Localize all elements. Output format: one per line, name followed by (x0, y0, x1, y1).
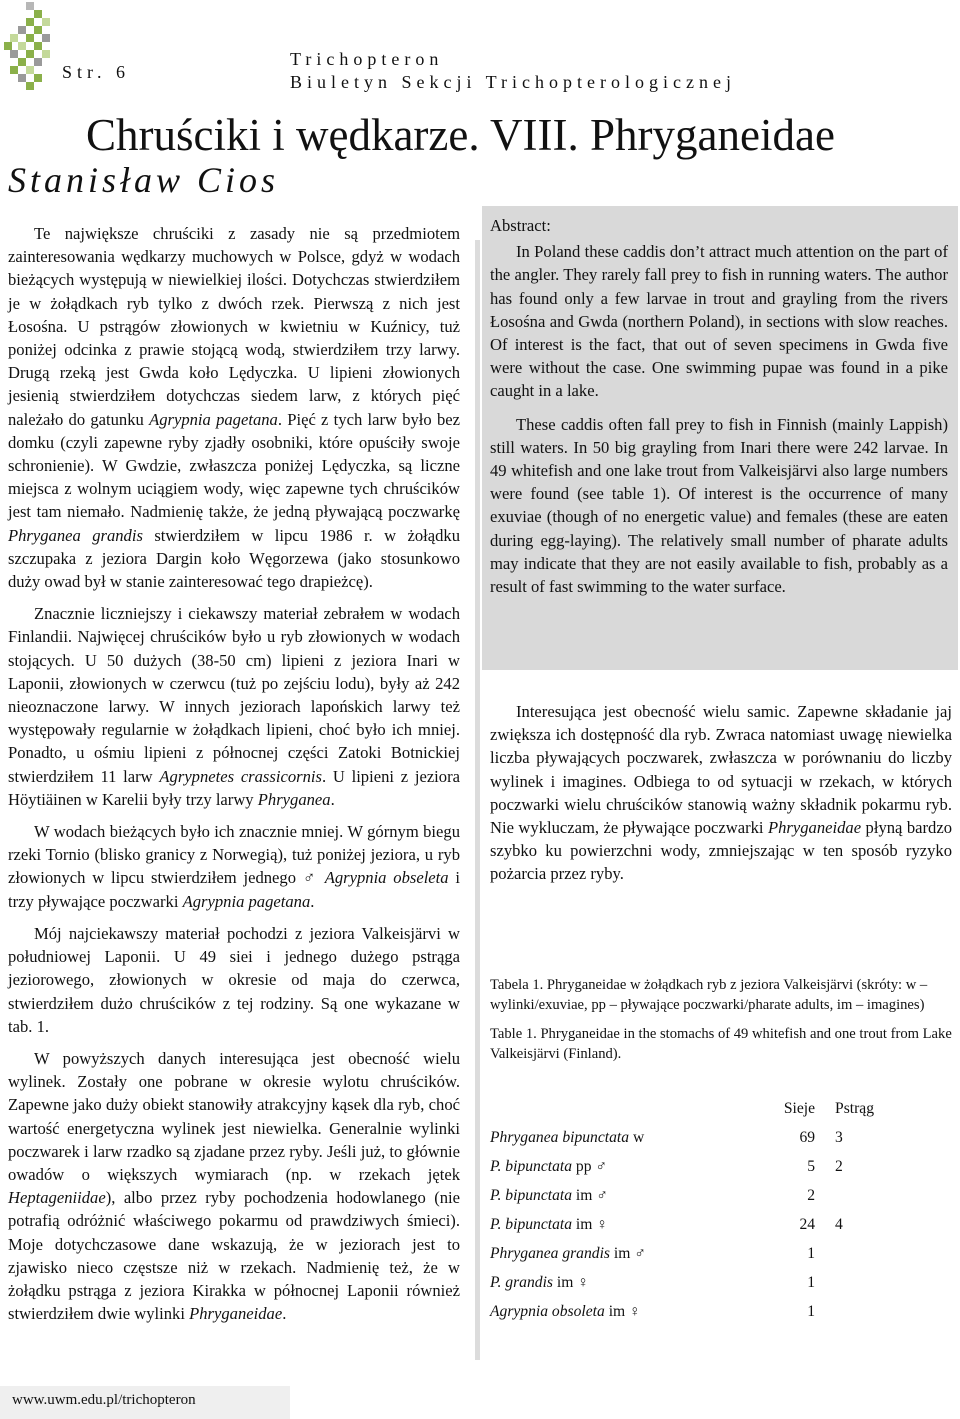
pstrag-value: 4 (835, 1215, 843, 1233)
footer-url-link[interactable]: www.uwm.edu.pl/trichopteron (12, 1392, 196, 1408)
pstrag-value (815, 1268, 950, 1297)
table-caption (490, 975, 952, 1073)
taxon-name: Phryganea bipunctata (490, 1128, 630, 1146)
pstrag-value (815, 1181, 950, 1210)
left-paragraph-5: W powyższych danych interesująca jest obecność wielu wylinek. Zostały one pobrane w okresie wylotu chruścików. Zapewne jako duży obiekt stanowiły atrakcyjny kąsek dla ryb, choć wartość energetyczna wylinek jest niewielka. Generalnie wylinki poczwarek i larw rzadko są zjadane przez ryby. Jeśli już, to głównie owadów o większych wymiarach (np. w rzekach jętek Heptageniidae), albo przez ryby pochodzenia hodowlanego (nie potrafią odróżnić właściwego pokarmu od prawdziwych śmieci). Moje dotychczasowe dane wskazują, że w jeziorach jest to zjawisko nieco częstsze niż w rzekach. Nadmienię też, że w żołądku pstrąga z jeziora Kirakka w północnej Laponii również stwierdziłem dwie wylinki Phryganeidae. (8, 1048, 460, 1324)
header-sieje: Sieje (783, 1099, 816, 1117)
left-paragraph-3: W wodach bieżących było ich znacznie mniej. W górnym biegu rzeki Tornio (blisko granicy z Norwegią), tuż poniżej jeziora, u ryb złowionych w lipcu stwierdziłem jednego ♂ Agrypnia obseleta i trzy pływające poczwarki Agrypnia pagetana. (8, 822, 460, 911)
stage: w (632, 1128, 645, 1146)
stage: im ♂ (613, 1244, 646, 1262)
pstrag-value: 3 (835, 1128, 843, 1146)
abstract-paragraph-2: These caddis often fall prey to fish in Finnish (mainly Lappish) still waters. In 50 big grayling from Inari there were 242 larvae. In 49 whitefish and one lake trout from Valkeisjärvi also large numbers were found (see table 1). Of interest is the occurrence of many exuviae (though of no energetic value) and females (these are eaten during egg-laying). The relatively small number of pharate adults may indicate that they are not easily available to fish, probably as a result of fast swimming to the water surface. (490, 414, 948, 597)
pstrag-value: 2 (835, 1157, 843, 1175)
taxon-name: P. bipunctata (490, 1215, 573, 1233)
table-row (490, 1297, 950, 1326)
abstract-paragraph-1: In Poland these caddis don’t attract much attention on the part of the angler. They rarely fall prey to fish in running waters. The author has found only a few larvae in trout and grayling from the rivers Łosośna and Gwda (northern Poland), in sections with slow reaches. Of interest is the fact, that out of seven specimens in Gwda five were without the case. One swimming pupae was found in a pike caught in a lake. (490, 242, 948, 401)
stage: im ♀ (608, 1302, 641, 1320)
taxon-name: P. grandis (490, 1273, 553, 1291)
right-paragraph: Interesująca jest obecność wielu samic. Zapewne składanie jaj zwiększa ich dostępność dla ryb. Zwraca natomiast uwagę niewielka liczba pływających poczwarek, zwłaszcza w porównaniu do liczby wylinek i imagines. Odbiega to od sytuacji w rzekach, w których poczwarki wielu chruścików stanowią ważny składnik pokarmu ryb. Nie wykluczam, że pływające poczwarki Phryganeidae płyną bardzo szybko ku powierzchni wody, zmniejszając w ten sposób ryzyko pożarcia przez ryby. (490, 702, 953, 884)
article-author: Stanisław Cios (8, 160, 280, 200)
right-column-text (490, 700, 952, 886)
footer-bar (0, 1386, 290, 1419)
trichopteron-logo (4, 2, 60, 94)
stage: im ♀ (556, 1273, 589, 1291)
sieje-value: 24 (799, 1215, 816, 1233)
sieje-value: 5 (807, 1157, 816, 1175)
sieje-value: 1 (807, 1273, 816, 1291)
taxon-name: P. bipunctata (490, 1157, 573, 1175)
sieje-value: 1 (807, 1244, 816, 1262)
pstrag-value (815, 1297, 950, 1326)
table-row (490, 1210, 950, 1239)
table-row (490, 1152, 950, 1181)
taxon-name: P. bipunctata (490, 1186, 573, 1204)
sieje-value: 69 (799, 1128, 816, 1146)
table-row (490, 1181, 950, 1210)
table-row (490, 1268, 950, 1297)
stage: im ♀ (575, 1215, 608, 1233)
abstract-heading: Abstract: (490, 216, 551, 235)
left-column (8, 222, 460, 1334)
abstract-box (482, 206, 958, 670)
stage: pp ♂ (575, 1157, 608, 1175)
article-title: Chruściki i wędkarze. VIII. Phryganeidae (86, 110, 835, 160)
table-caption-en: Table 1. Phryganeidae in the stomachs of 49 whitefish and one trout from Lake Valkeisjärvi (Finland). (490, 1026, 952, 1062)
taxon-name: Agrypnia obsoleta (490, 1302, 605, 1320)
table-caption-pl: Tabela 1. Phryganeidae w żołądkach ryb z jeziora Valkeisjärvi (skróty: w – wylinki/exuviae, pp – pływające poczwarki/pharate adults, im – imagines) (490, 977, 928, 1013)
left-paragraph-4: Mój najciekawszy materiał pochodzi z jeziora Valkeisjärvi w południowej Laponii. U 49 siei i jednego dużego pstrąga jeziorowego, złowionych w okresie od maja do czerwca, stwierdziłem dużo chruścików z tej rodziny. Są one wykazane w tab. 1. (8, 923, 460, 1036)
column-divider (475, 240, 480, 1360)
page-number: Str. 6 (62, 62, 131, 82)
taxon-name: Phryganea grandis (490, 1244, 610, 1262)
header-pstrag: Pstrąg (835, 1099, 875, 1117)
left-paragraph-1: Te największe chruściki z zasady nie są przedmiotem zainteresowania wędkarzy muchowych w Polsce, gdyż w wodach bieżących występują w niewielkiej ilości. Dotychczas stwierdziłem je w żołądkach ryb tylko z dwóch rzek. Pierwszą z nich jest Łosośna. U pstrągów złowionych w kwietniu w Kuźnicy, tuż poniżej odcinka z prawie stojącą wodą, stwierdziłem trzy larwy. Drugą rzeką jest Gwda koło Lędyczka. U lipieni złowionych jesienią stwierdziłem dotychczas siedem larw, z których pięć należało do gatunku Agrypnia pagetana. Pięć z tych larw było bez domku (czyli zapewne ryby zjadły osobniki, które opuściły swoje schronienie). W Gwdzie, zwłaszcza poniżej Lędyczka, są liczne miejsca z wolnym uciągiem wody, więc zapewne tych chruścików jest tam niemało. Nadmienię także, że jedną pływającą poczwarkę Phryganea grandis stwierdziłem w lipcu 1986 r. w żołądku szczupaka z jeziora Dargin koło Węgorzewa (jako stosunkowo duży owad był w stanie zainteresować tego drapieżcę). (8, 224, 460, 592)
bulletin-subtitle: Biuletyn Sekcji Trichopterologicznej (290, 72, 736, 92)
sieje-value: 1 (807, 1302, 816, 1320)
data-table (490, 1094, 950, 1326)
bulletin-header (290, 48, 736, 94)
pstrag-value (815, 1239, 950, 1268)
table-row (490, 1239, 950, 1268)
sieje-value: 2 (807, 1186, 816, 1204)
table-header-row (490, 1094, 950, 1123)
table-row (490, 1123, 950, 1152)
left-paragraph-2: Znacznie liczniejszy i ciekawszy materiał zebrałem w wodach Finlandii. Najwięcej chruścików było u ryb złowionych w wodach stojących. U 50 dużych (38-50 cm) lipieni z jeziora Inari w Laponii, złowionych w czerwcu (tuż po zejściu lodu), były aż 242 nieoznaczone larwy. W innych jeziorach lapońskich larwy też występowały regularnie w żołądkach lipieni, choć było ich mniej. Ponadto, u ośmiu lipieni z północnej części Zatoki Botnickiej stwierdziłem 11 larw Agrypnetes crassicornis. U lipieni z jeziora Höytiäinen w Karelii były trzy larwy Phryganea. (8, 604, 460, 809)
bulletin-title: Trichopteron (290, 49, 444, 69)
stage: im ♂ (575, 1186, 608, 1204)
